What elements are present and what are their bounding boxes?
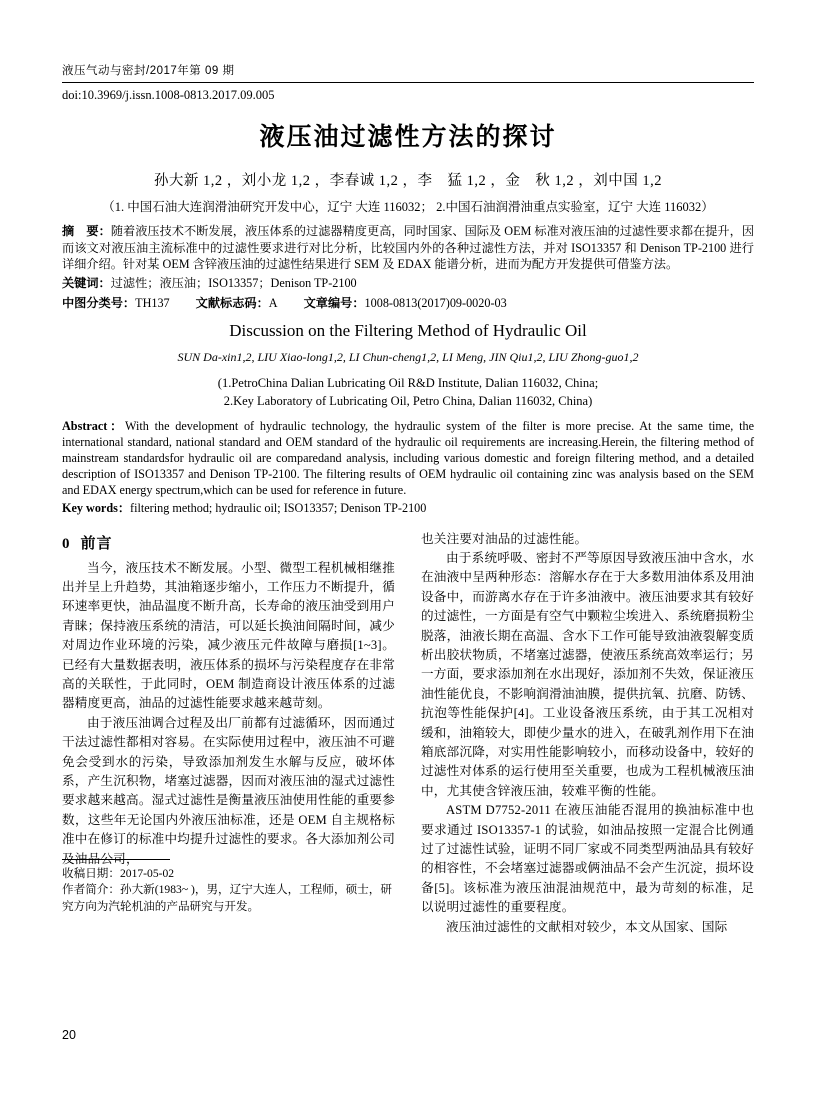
- left-column: [62, 530, 395, 938]
- journal-header: 液压气动与密封/2017年第 09 期: [62, 62, 754, 83]
- article-number-label: 文章编号：: [303, 295, 365, 310]
- abstract-en: [62, 418, 754, 499]
- doc-code: [196, 294, 278, 311]
- paragraph: 液压油过滤性的文献相对较少，本文从国家、国际: [446, 919, 728, 934]
- section-number: 0: [62, 535, 71, 552]
- page-title: 液压油过滤性方法的探讨: [259, 124, 557, 151]
- keywords-cn: [62, 275, 754, 292]
- paragraph: ASTM D7752-2011 在液压油能否混用的换油标准中也要求通过 ISO13357-1 的试验，如油品按照一定混合比例通过了过滤性试验，证明不同厂家或不同类型两油品具有较好的相容性，不会堵塞过滤器或俩油品不会产生沉淀，损坏设备[5]。该标准为液压油混油规范中，最为苛刻的标准，足以说明过滤性的重要程度。: [421, 803, 754, 915]
- keywords-cn-label: 关键词：: [62, 275, 111, 290]
- classification-label: 中图分类号：: [62, 295, 136, 310]
- abstract-en-label: Abstract：: [62, 418, 125, 433]
- received-date: [62, 866, 395, 883]
- keywords-en-label: Key words：: [62, 500, 131, 515]
- abstract-en-text: With the development of hydraulic technology, the hydraulic system of the filter is more precise. At the same time, the international standard, national standard and OEM standard of the hydraulic oil requirements are increasing.Herein, the filtering method of mainstream standardsfor hydraulic oil are comparedand analysis, including various domestic and foreign filtering method, and a detailed description of ISO13357 and Denison TP-2100. The filtering results of OEM hydraulic oil containing zinc was analysis based on the SEM and EDAX energy spectrum,which can be used for reference in future.: [62, 418, 754, 498]
- footnote-block: [62, 859, 395, 916]
- section-heading: [62, 532, 395, 553]
- paper-sheet: [62, 62, 754, 1042]
- paragraph: 由于系统呼吸、密封不严等原因导致液压油中含水，水在油液中呈两种形态：溶解水存在于大多数用油体系及用油设备中，而游离水存在于许多油液中。液压油要求其有较好的过滤性，一方面是有空气中颗粒尘埃进入、系统磨损粉尘脱落，油液长期在高温、含水下工作可能导致油液裂解变质析出胶状物质，不堵塞过滤器，使液压系统高效率运行；另一方面，要求添加剂在水出现好，添加剂不失效，保证液压油性能优良，不影响润滑油油膜，提供抗氧、抗磨、防锈、抗泡等性能保护[4]。工业设备液压系统，由于其工况相对缓和，油箱较大，即使少量水的进入，在破乳剂作用下在油箱底部沉降，对实用性能影响较小，而移动设备中，较好的过滤性对体系的运行使用至关重要，也成为工程机械液压油中，尤其使含锌液压油，较难平衡的性能。: [421, 550, 754, 798]
- abstract-cn: [62, 223, 754, 273]
- authors-cn: 孙大新 1,2 ，刘小龙 1,2 ，李春诚 1,2 ，李 猛 1,2 ，金 秋 1,2 ，刘中国 1,2: [153, 173, 663, 189]
- abstract-cn-text: 随着液压技术不断发展，液压体系的过滤器精度更高，同时国家、国际及 OEM 标准对液压油的过滤性要求都在提升，因而该文对液压油主流标准中的过滤性要求进行对比分析，比较国内外的各种过滤性方法，并对 ISO13357 和 Denison TP-2100 进行详细介绍。针对某 OEM 含锌液压油的过滤性结果进行 SEM 及 EDAX 能谱分析，进而为配方开发提供可借鉴方法。: [62, 224, 755, 271]
- received-date-value: 2017-05-02: [119, 866, 175, 880]
- abstract-cn-label: 摘 要：: [62, 224, 111, 238]
- keywords-en-text: filtering method; hydraulic oil; ISO13357; Denison TP-2100: [130, 500, 427, 515]
- affiliation-cn: （1. 中国石油大连润滑油研究开发中心，辽宁 大连 116032； 2.中国石油润滑油重点实验室，辽宁 大连 116032）: [102, 200, 714, 214]
- paragraph: 由于液压油调合过程及出厂前都有过滤循环，因而通过干法过滤性都相对容易。在实际使用过程中，液压油不可避免会受到水的污染，导致添加剂发生水解与反应，破坏体系，产生沉积物，堵塞过滤器，因而对液压油的湿式过滤性要求越来越高。湿式过滤性是衡量液压油使用性能的重要参数，这些年无论国内外液压油标准，还是 OEM 自主规格标准中在修订的标准中均提升过滤性的要求。各大添加剂公司及油品公司，: [62, 715, 395, 866]
- author-bio-label: 作者简介：: [62, 883, 120, 897]
- right-column: [421, 530, 754, 938]
- author-bio-value: 孙大新(1983~ )，男，辽宁大连人，工程师，硕士，研究方向为汽轮机油的产品研究与开发。: [62, 883, 392, 913]
- keywords-cn-text: 过滤性；液压油；ISO13357；Denison TP-2100: [110, 275, 357, 290]
- title-en: Discussion on the Filtering Method of Hydraulic Oil: [229, 320, 587, 340]
- doc-code-value: A: [268, 295, 278, 310]
- authors-en: SUN Da-xin1,2, LIU Xiao-long1,2, LI Chun-cheng1,2, LI Meng, JIN Qiu1,2, LIU Zhong-guo1,2: [177, 349, 639, 364]
- received-date-label: 收稿日期：: [62, 866, 120, 880]
- doi-line: doi:10.3969/j.issn.1008-0813.2017.09.005: [62, 88, 275, 102]
- affiliation-en-line1: (1.PetroChina Dalian Lubricating Oil R&D Institute, Dalian 116032, China;: [217, 375, 599, 390]
- paragraph: 也关注要对油品的过滤性能。: [421, 531, 588, 546]
- article-number: [304, 294, 507, 311]
- page-number: 20: [62, 1028, 76, 1042]
- author-bio: [62, 882, 395, 915]
- doc-code-label: 文献标志码：: [195, 295, 269, 310]
- article-number-value: 1008-0813(2017)09-0020-03: [364, 295, 507, 310]
- keywords-en: [62, 500, 754, 517]
- affiliation-en: [62, 374, 754, 410]
- classification-value: TH137: [135, 295, 170, 310]
- classification-row: [62, 294, 754, 311]
- body-columns: [62, 530, 754, 938]
- section-title: 前言: [80, 535, 113, 552]
- paragraph: 当今，液压技术不断发展。小型、微型工程机械相继推出并呈上升趋势，其油箱逐步缩小，工作压力不断提升，循环速率更快，油品温度不断升高，长寿命的液压油受到用户青睐；保持液压系统的清洁，可以延长换油间隔时间，减少对周边作业环境的污染，减少液压元件故障与磨损[1~3]。已经有大量数据表明，液压体系的损坏与污染程度存在非常高的关联性，于此同时，OEM 制造商设计液压体系的过滤器精度更高，油品的过滤性能要求越来越苛刻。: [62, 560, 395, 711]
- footnote-rule: [62, 859, 170, 860]
- affiliation-en-line2: 2.Key Laboratory of Lubricating Oil, Petro China, Dalian 116032, China): [223, 393, 593, 408]
- classification: [62, 294, 170, 311]
